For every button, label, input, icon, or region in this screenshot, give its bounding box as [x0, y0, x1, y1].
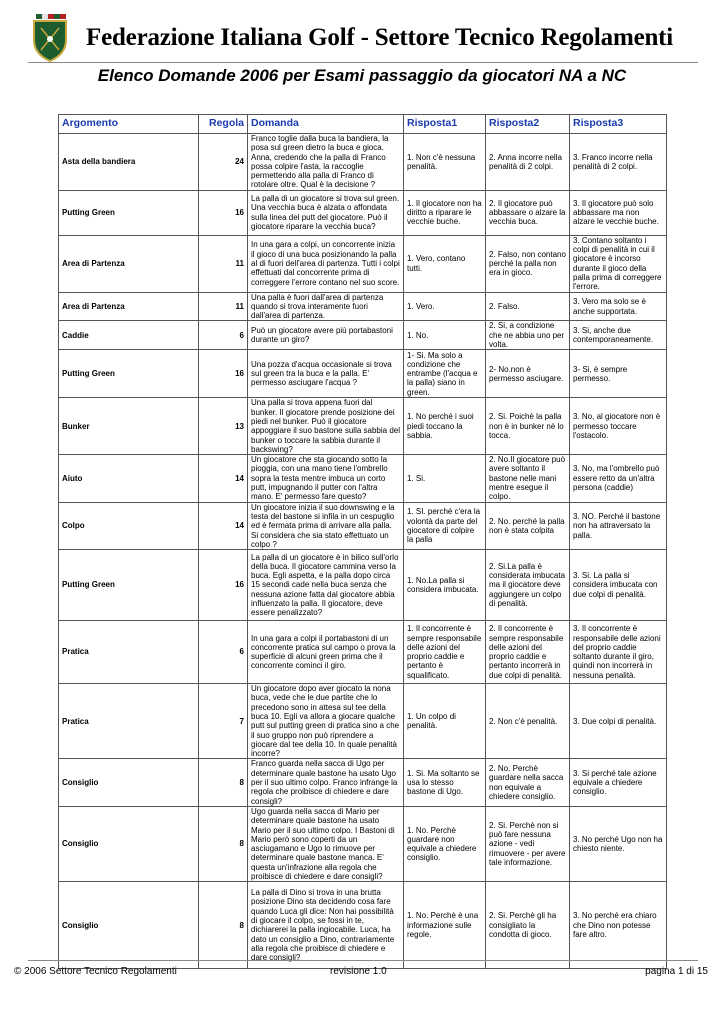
table-row	[59, 806, 667, 881]
cell-risposta2: 2. Il concorrente è sempre responsabile delle azioni del proprio caddie e pertanto incorrerà in due colpi di penalità.	[486, 621, 570, 684]
table-row	[59, 235, 667, 292]
cell-risposta2: 2. Non c'è penalità.	[486, 684, 570, 759]
questions-table	[58, 114, 667, 969]
table-row	[59, 502, 667, 549]
cell-argomento: Asta della bandiera	[59, 134, 199, 191]
cell-risposta1: 1. No. Perchè guardare non equivale a chiedere consiglio.	[404, 806, 486, 881]
cell-domanda: La palla di un giocatore si trova sul green. Una vecchia buca è alzata o affondata sulla linea del putt del giocatore. Può il giocatore riparare la vecchia buca?	[248, 190, 404, 235]
cell-regola: 13	[199, 398, 248, 455]
cell-risposta2: 2- No.non è permesso asciugare.	[486, 350, 570, 398]
cell-risposta3: 3. Si perché tale azione equivale a chiedere consiglio.	[570, 759, 667, 806]
table-row	[59, 190, 667, 235]
table-row	[59, 550, 667, 621]
cell-risposta2: 2. Il giocatore può abbassare o alzare la vecchia buca.	[486, 190, 570, 235]
cell-risposta1: 1. Un colpo di penalità.	[404, 684, 486, 759]
column-header-risposta1: Risposta1	[404, 115, 486, 134]
cell-regola: 6	[199, 621, 248, 684]
cell-risposta1: 1. SI. perché c'era la volontà da parte del giocatore di colpire la palla	[404, 502, 486, 549]
cell-risposta3: 3. Si. La palla si considera imbucata con due colpi di penalità.	[570, 550, 667, 621]
cell-risposta2: 2. No. Perchè guardare nella sacca non equivale a chiedere consiglio.	[486, 759, 570, 806]
table-row	[59, 455, 667, 502]
cell-regola: 8	[199, 882, 248, 969]
cell-argomento: Pratica	[59, 621, 199, 684]
cell-risposta3: 3. Franco incorre nella penalità di 2 colpi.	[570, 134, 667, 191]
cell-risposta2: 2. No. perché la palla non è stata colpita	[486, 502, 570, 549]
cell-risposta1: 1. Si. Ma soltanto se usa lo stesso bastone di Ugo.	[404, 759, 486, 806]
cell-risposta3: 3. Vero ma solo se è anche supportata.	[570, 292, 667, 321]
cell-risposta2: 2. Falso, non contano perché la palla non era in gioco.	[486, 235, 570, 292]
cell-risposta3: 3. Il concorrente è responsabile delle azioni del proprio caddie soltanto durante il giro, quindi non incorrerà in nessuna penalità.	[570, 621, 667, 684]
cell-risposta3: 3. No, ma l'ombrello può essere retto da un'altra persona (caddie)	[570, 455, 667, 502]
page-title: Federazione Italiana Golf - Settore Tecnico Regolamenti	[86, 24, 674, 51]
cell-risposta2: 2. Si. Poichè la palla non è in bunker nè lo tocca.	[486, 398, 570, 455]
cell-argomento: Consiglio	[59, 806, 199, 881]
cell-domanda: Una palla si trova appena fuori dal bunker. Il giocatore prende posizione dei piedi nel bunker. Può il giocatore appoggiare il suo bastone sulla sabbia del bunker o toccare la sabbia durante il backswing?	[248, 398, 404, 455]
cell-argomento: Area di Partenza	[59, 292, 199, 321]
cell-risposta3: 3. NO. Perché il bastone non ha attraversato la palla.	[570, 502, 667, 549]
cell-argomento: Aiuto	[59, 455, 199, 502]
cell-risposta1: 1. No perché i suoi piedi toccano la sabbia.	[404, 398, 486, 455]
cell-risposta1: 1. No.	[404, 321, 486, 350]
footer-divider	[28, 960, 698, 961]
cell-risposta1: 1- Si. Ma solo a condizione che entrambe (l'acqua e la palla) siano in green.	[404, 350, 486, 398]
cell-argomento: Caddie	[59, 321, 199, 350]
cell-risposta1: 1. Non c'è nessuna penalità.	[404, 134, 486, 191]
cell-risposta3: 3. Due colpi di penalità.	[570, 684, 667, 759]
cell-domanda: Franco toglie dalla buca la bandiera, la posa sul green dietro la buca e gioca. Anna, credendo che la palla di Franco possa colpire l'asta, la raccoglie permettendo alla palla di Franco di rotolare oltre. Qual è la decisione ?	[248, 134, 404, 191]
cell-risposta1: 1. Il concorrente è sempre responsabile delle azioni del proprio caddie e pertanto è squalificato.	[404, 621, 486, 684]
cell-argomento: Putting Green	[59, 550, 199, 621]
column-header-risposta3: Risposta3	[570, 115, 667, 134]
cell-regola: 14	[199, 455, 248, 502]
cell-argomento: Area di Partenza	[59, 235, 199, 292]
cell-risposta3: 3. No perché Ugo non ha chiesto niente.	[570, 806, 667, 881]
cell-domanda: Franco guarda nella sacca di Ugo per determinare quale bastone ha usato Ugo per il suo ultimo colpo. Franco infrange la regola che proibisce di chiedere e dare consigli?	[248, 759, 404, 806]
cell-risposta1: 1. Vero.	[404, 292, 486, 321]
cell-risposta1: 1. No.La palla si considera imbucata.	[404, 550, 486, 621]
cell-domanda: Ugo guarda nella sacca di Mario per determinare quale bastone ha usato Mario per il suo ultimo colpo. I Bastoni di Mario però sono coperti da un asciugamano e Ugo lo rimuove per determinare quale bastone manca. E' questa un'infrazione alla regola che proibisce di chiedere e dare consigli?	[248, 806, 404, 881]
table-row	[59, 882, 667, 969]
table-row	[59, 759, 667, 806]
cell-domanda: La palla di un giocatore è in bilico sull'orlo della buca. Il giocatore cammina verso la buca. Egli aspetta, e la palla dopo circa 15 secondi cade nella buca senza che nessuna azione fatta dal giocatore abbia influenzato la palla. Il giocatore, deve essere penalizzato?	[248, 550, 404, 621]
cell-domanda: Un giocatore che sta giocando sotto la pioggia, con una mano tiene l'ombrello sopra la testa mentre imbuca un corto putt, impugnando il putter con l'altra mano. E' permesso fare questo?	[248, 455, 404, 502]
cell-regola: 11	[199, 235, 248, 292]
cell-risposta3: 3. Si, anche due contemporaneamente.	[570, 321, 667, 350]
cell-risposta2: 2. Si. Perchè non si può fare nessuna azione - vedi rimuovere - per avere tale informazione.	[486, 806, 570, 881]
cell-regola: 16	[199, 190, 248, 235]
cell-regola: 16	[199, 350, 248, 398]
column-header-risposta2: Risposta2	[486, 115, 570, 134]
footer-revision: revisione 1.0	[330, 966, 387, 977]
cell-risposta2: 2. No.Il giocatore può avere soltanto il bastone nelle mani mentre esegue il colpo.	[486, 455, 570, 502]
table-row	[59, 398, 667, 455]
table-row	[59, 684, 667, 759]
cell-domanda: Un giocatore inizia il suo downswing e la testa del bastone si infila in un cespuglio ed è fermata prima di arrivare alla palla. Si considera che sia stato effettuato un colpo ?	[248, 502, 404, 549]
table-header-row	[59, 115, 667, 134]
cell-regola: 7	[199, 684, 248, 759]
cell-risposta3: 3. Il giocatore può solo abbassare ma non alzare le vecchie buche.	[570, 190, 667, 235]
cell-risposta2: 2. Si.La palla è considerata imbucata ma il giocatore deve aggiungere un colpo di penalità.	[486, 550, 570, 621]
cell-risposta3: 3- Si, è sempre permesso.	[570, 350, 667, 398]
cell-domanda: Una palla è fuori dall'area di partenza quando si trova interamente fuori dall'area di partenza.	[248, 292, 404, 321]
footer-page-number: pagina 1 di 15	[645, 966, 708, 977]
cell-domanda: Un giocatore dopo aver giocato la nona buca, vede che le due partite che lo precedono sono in attesa sul tee della buca 10. Egli va allora a giocare qualche putt sul putting green di pratica sino a che il suo gruppo non può riprendere a giocare dal tee della 10. In quale penalità incorre?	[248, 684, 404, 759]
cell-domanda: In una gara a colpi il portabastoni di un concorrente pratica sul campo o prova la superficie di alcuni green prima che il concorrente cominci il giro.	[248, 621, 404, 684]
table-row	[59, 350, 667, 398]
cell-argomento: Consiglio	[59, 882, 199, 969]
title-divider	[28, 62, 698, 63]
cell-regola: 14	[199, 502, 248, 549]
column-header-regola: Regola	[199, 115, 248, 134]
cell-argomento: Pratica	[59, 684, 199, 759]
cell-argomento: Colpo	[59, 502, 199, 549]
cell-risposta1: 1. Si.	[404, 455, 486, 502]
cell-regola: 8	[199, 759, 248, 806]
table-row	[59, 321, 667, 350]
cell-risposta2: 2. Anna incorre nella penalità di 2 colpi.	[486, 134, 570, 191]
footer-copyright: © 2006 Settore Tecnico Regolamenti	[14, 966, 177, 977]
cell-regola: 8	[199, 806, 248, 881]
cell-risposta3: 3. Contano soltanto i colpi di penalità in cui il giocatore è incorso durante il gioco della palla prima di correggere l'errore.	[570, 235, 667, 292]
cell-argomento: Putting Green	[59, 190, 199, 235]
cell-regola: 6	[199, 321, 248, 350]
table-row	[59, 292, 667, 321]
page-subtitle: Elenco Domande 2006 per Esami passaggio da giocatori NA a NC	[97, 66, 627, 85]
cell-domanda: Può un giocatore avere più portabastoni durante un giro?	[248, 321, 404, 350]
table-row	[59, 134, 667, 191]
cell-argomento: Consiglio	[59, 759, 199, 806]
cell-risposta1: 1. No. Perchè è una informazione sulle regole.	[404, 882, 486, 969]
cell-domanda: Una pozza d'acqua occasionale si trova sul green tra la buca e la palla. E' permesso asciugare l'acqua ?	[248, 350, 404, 398]
cell-risposta3: 3. No perché era chiaro che Dino non potesse fare altro.	[570, 882, 667, 969]
table-row	[59, 621, 667, 684]
cell-risposta2: 2. Si, a condizione che ne abbia uno per volta.	[486, 321, 570, 350]
cell-domanda: In una gara a colpi, un concorrente inizia il gioco di una buca posizionando la palla al di fuori dell'area di partenza. Tutti i colpi effettuati dal concorrente prima di correggere l'errore contano nel suo score.	[248, 235, 404, 292]
column-header-argomento: Argomento	[59, 115, 199, 134]
cell-regola: 24	[199, 134, 248, 191]
cell-risposta3: 3. No, al giocatore non è permesso toccare l'ostacolo.	[570, 398, 667, 455]
cell-argomento: Putting Green	[59, 350, 199, 398]
cell-risposta1: 1. Il giocatore non ha diritto a riparare le vecchie buche.	[404, 190, 486, 235]
fig-shield-logo-icon	[28, 14, 72, 62]
cell-risposta2: 2. Si. Perchè gli ha consigliato la condotta di gioco.	[486, 882, 570, 969]
cell-risposta1: 1. Vero, contano tutti.	[404, 235, 486, 292]
cell-risposta2: 2. Falso.	[486, 292, 570, 321]
column-header-domanda: Domanda	[248, 115, 404, 134]
cell-regola: 16	[199, 550, 248, 621]
cell-regola: 11	[199, 292, 248, 321]
cell-argomento: Bunker	[59, 398, 199, 455]
cell-domanda: La palla di Dino si trova in una brutta posizione Dino sta decidendo cosa fare quando Luca gli dice: Non hai possibilità di giocare il colpo, se fossi in te, dichiarerei la palla ingiocabile. Luca, ha dato un consiglio a Dino, contrariamente alla regola che proibisce di chiedere e dare consigli?	[248, 882, 404, 969]
